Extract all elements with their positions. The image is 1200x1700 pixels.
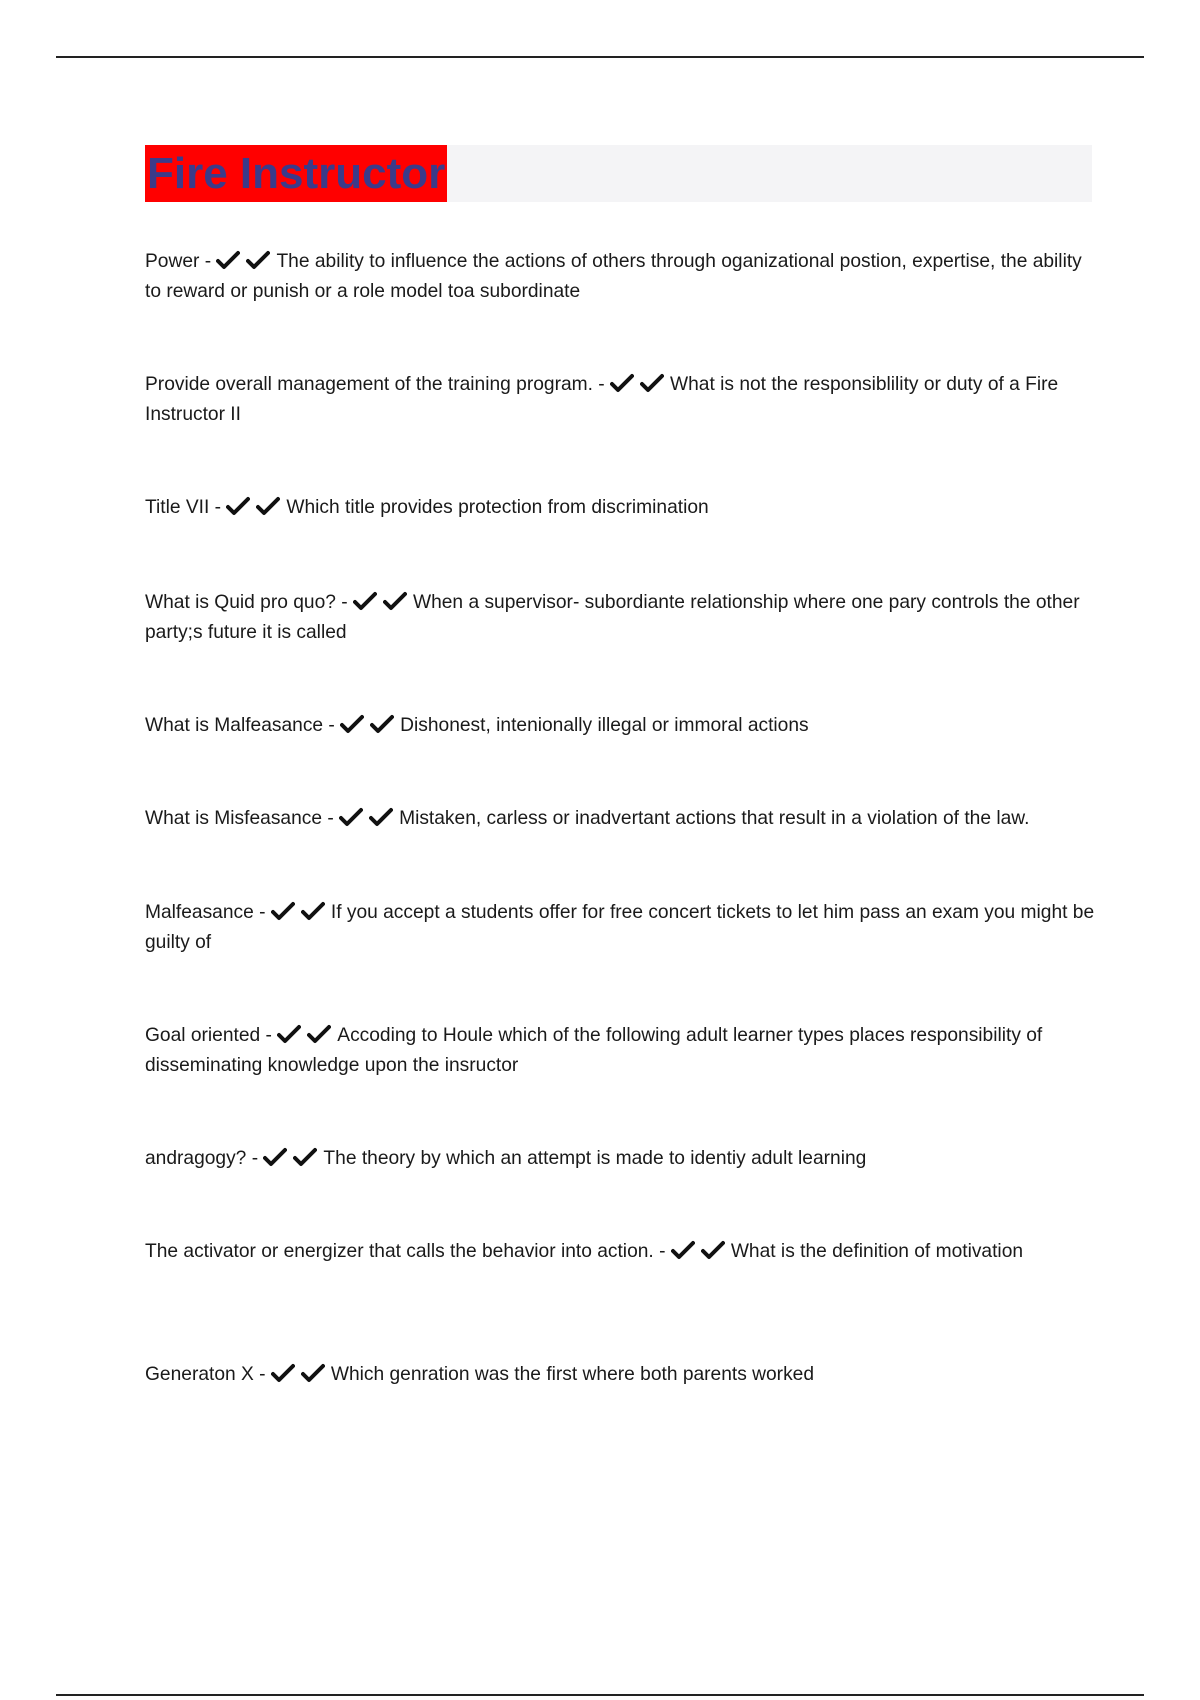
flashcard xyxy=(145,370,1095,430)
flashcard-definition: The ability to influence the actions of others through oganizational postion, expertise, the ability to reward or punish or a role model toa subordinate xyxy=(145,251,1082,302)
flashcard xyxy=(145,804,1029,834)
check-mark-icon xyxy=(246,250,270,270)
check-mark-icon xyxy=(339,807,363,827)
check-mark-icon xyxy=(340,714,364,734)
term-separator: - xyxy=(209,497,227,518)
check-marks xyxy=(271,1364,331,1385)
flashcard xyxy=(145,1144,866,1174)
term-separator: - xyxy=(199,251,217,272)
flashcard-term: What is Malfeasance xyxy=(145,715,324,736)
check-mark-icon xyxy=(353,591,377,611)
check-marks xyxy=(340,715,400,736)
flashcard-definition: The theory by which an attempt is made to identiy adult learning xyxy=(323,1148,867,1169)
check-marks xyxy=(353,592,413,613)
check-mark-icon xyxy=(263,1147,287,1167)
check-marks xyxy=(226,497,286,518)
flashcard-term: andragogy? xyxy=(145,1148,247,1169)
check-marks xyxy=(277,1025,337,1046)
check-mark-icon xyxy=(256,496,280,516)
flashcard-term: Generaton X xyxy=(145,1364,254,1385)
flashcard-term: Power xyxy=(145,251,200,272)
check-mark-icon xyxy=(369,807,393,827)
flashcard-term: What is Misfeasance xyxy=(145,808,323,829)
check-mark-icon xyxy=(271,1363,295,1383)
check-mark-icon xyxy=(671,1240,695,1260)
flashcard-term: The activator or energizer that calls the behavior into action. xyxy=(145,1241,654,1262)
check-marks xyxy=(271,902,331,923)
check-marks xyxy=(671,1241,731,1262)
check-mark-icon xyxy=(307,1024,331,1044)
check-mark-icon xyxy=(301,1363,325,1383)
flashcard-term: Malfeasance xyxy=(145,902,254,923)
flashcard-term: Title VII xyxy=(145,497,210,518)
term-separator: - xyxy=(323,715,341,736)
title-highlight xyxy=(145,145,447,202)
flashcard-definition: When a supervisor- subordiante relationship where one pary controls the other party;s future it is called xyxy=(145,592,1080,643)
check-mark-icon xyxy=(640,373,664,393)
flashcard-definition: What is the definition of motivation xyxy=(730,1241,1024,1262)
title-bar xyxy=(145,145,1092,202)
flashcard-term: Goal oriented xyxy=(145,1025,261,1046)
term-separator: - xyxy=(260,1025,278,1046)
check-marks xyxy=(263,1148,323,1169)
check-mark-icon xyxy=(383,591,407,611)
term-separator: - xyxy=(246,1148,264,1169)
check-mark-icon xyxy=(301,901,325,921)
check-mark-icon xyxy=(226,496,250,516)
page-title: Fire Instructor xyxy=(147,149,446,198)
header-rule xyxy=(56,56,1144,58)
flashcard xyxy=(145,588,1095,648)
flashcard xyxy=(145,247,1095,307)
term-separator: - xyxy=(322,808,340,829)
flashcard xyxy=(145,1237,1023,1267)
flashcard xyxy=(145,1021,1095,1081)
flashcard-term: Provide overall management of the training program. xyxy=(145,374,593,395)
check-mark-icon xyxy=(277,1024,301,1044)
check-marks xyxy=(216,251,276,272)
term-separator: - xyxy=(653,1241,671,1262)
footer-rule xyxy=(56,1694,1144,1696)
flashcard-definition: Which genration was the first where both parents worked xyxy=(330,1364,815,1385)
term-separator: - xyxy=(253,1364,271,1385)
flashcard-term: What is Quid pro quo? xyxy=(145,592,336,613)
check-mark-icon xyxy=(293,1147,317,1167)
term-separator: - xyxy=(335,592,353,613)
check-mark-icon xyxy=(271,901,295,921)
flashcard-definition: Mistaken, carless or inadvertant actions that result in a violation of the law. xyxy=(399,808,1030,829)
flashcard xyxy=(145,493,709,523)
term-separator: - xyxy=(592,374,611,395)
check-marks xyxy=(610,374,670,395)
flashcard-definition: Dishonest, intenionally illegal or immoral actions xyxy=(400,715,809,736)
flashcard-definition: Which title provides protection from discrimination xyxy=(286,497,709,518)
check-mark-icon xyxy=(610,373,634,393)
flashcard-definition: If you accept a students offer for free concert tickets to let him pass an exam you might be guilty of xyxy=(145,902,1095,953)
flashcard-definition: What is not the responsiblility or duty of a Fire Instructor II xyxy=(145,374,1059,425)
check-mark-icon xyxy=(370,714,394,734)
flashcard-definition: Accoding to Houle which of the following adult learner types places responsibility of disseminating knowledge upon the insructor xyxy=(145,1025,1043,1076)
flashcard xyxy=(145,711,809,741)
flashcard xyxy=(145,898,1095,958)
check-mark-icon xyxy=(216,250,240,270)
check-marks xyxy=(339,808,399,829)
flashcard xyxy=(145,1360,814,1390)
term-separator: - xyxy=(253,902,271,923)
check-mark-icon xyxy=(701,1240,725,1260)
